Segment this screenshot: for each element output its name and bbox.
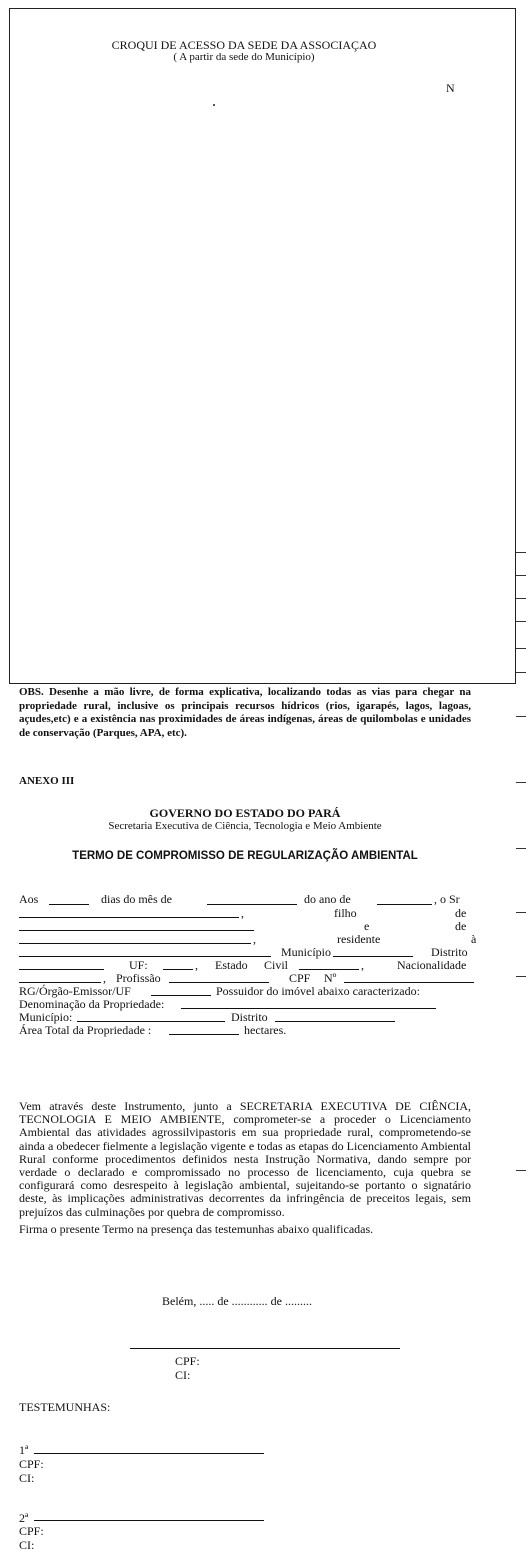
witness-1-ci: CI: (19, 1471, 35, 1485)
witness-2-cpf: CPF: (19, 1524, 44, 1538)
signer-signature-line (130, 1348, 400, 1349)
commitment-paragraph: Vem através deste Instrumento, junto a SECRETARIA EXECUTIVA DE CIÊNCIA, TECNOLOGIA E MEIO AMBIENTE, comprometer-se a proceder o Licenciamento Ambiental das atividades agrossilvipastoris em sua propriedade rural, comprometendo-se ainda a obedecer fielmente a legislação vigente e todas as etapas do Licenciamento Ambiental Rural conforme procedimentos definidos nesta Instrução Normativa, dando sempre por verdade o declarado e compromissado no processo de licenciamento, cuja quebra se configurará como desrespeito à legislação ambiental, sujeitando-se portanto o signatário deste, às implicações administrativas decorrentes da infringência de preceitos legais, sem prejuízos das culminações por quebra de compromisso. (19, 1099, 471, 1219)
witness-statement: Firma o presente Termo na presença das testemunhas abaixo qualificadas. (19, 1222, 374, 1236)
signer-ci: CI: (175, 1368, 191, 1382)
north-indicator: N (446, 81, 455, 95)
sketch-title: CROQUI DE ACESSO DA SEDE DA ASSOCIAÇAO (111, 38, 377, 52)
obs-note: OBS. Desenhe a mão livre, de forma explicativa, localizando todas as vias para chegar na propriedade rural, inclusive os principais recursos hídricos (rios, igarapés, lagos, lagoas, açudes,etc) e a existência nas proximidades de áreas indígenas, áreas de quilombolas e unidades de conservação (Parques, APA, etc). (19, 686, 471, 739)
witness-2-number: 2ª (19, 1511, 29, 1525)
sketch-box (9, 8, 516, 684)
date-place-line: Belém, ..... de ............ de ......... (162, 1294, 312, 1308)
annex-label: ANEXO III (19, 775, 75, 787)
witnesses-title: TESTEMUNHAS: (19, 1400, 111, 1414)
signer-cpf: CPF: (175, 1354, 200, 1368)
government-heading: GOVERNO DO ESTADO DO PARÁ (149, 806, 341, 820)
form-block: Aos dias do mês de do ano de , o Sr , filho de e de , residente à Município Distrito UF: , Estado Civil , Nacionalidade , Profissão CPF Nº RG/Órgão-Emissor/UF Possuidor do imóvel abaixo caracterizado: Denominação da Propriedade: Município: Distrito Área Total da Propriedade : hectares. (19, 892, 477, 1037)
term-title: TERMO DE COMPROMISSO DE REGULARIZAÇÃO AMBIENTAL (72, 850, 418, 862)
secretariat-heading: Secretaria Executiva de Ciência, Tecnologia e Meio Ambiente (108, 820, 382, 832)
witness-1-signature-line (34, 1453, 264, 1454)
scan-edge-marks (516, 520, 526, 1220)
witness-2-signature-line (34, 1520, 264, 1521)
sketch-subtitle: ( A partir da sede do Município) (173, 51, 315, 63)
scan-speck (213, 104, 215, 106)
witness-2-ci: CI: (19, 1538, 35, 1552)
witness-1-number: 1ª (19, 1443, 29, 1457)
witness-1-cpf: CPF: (19, 1457, 44, 1471)
